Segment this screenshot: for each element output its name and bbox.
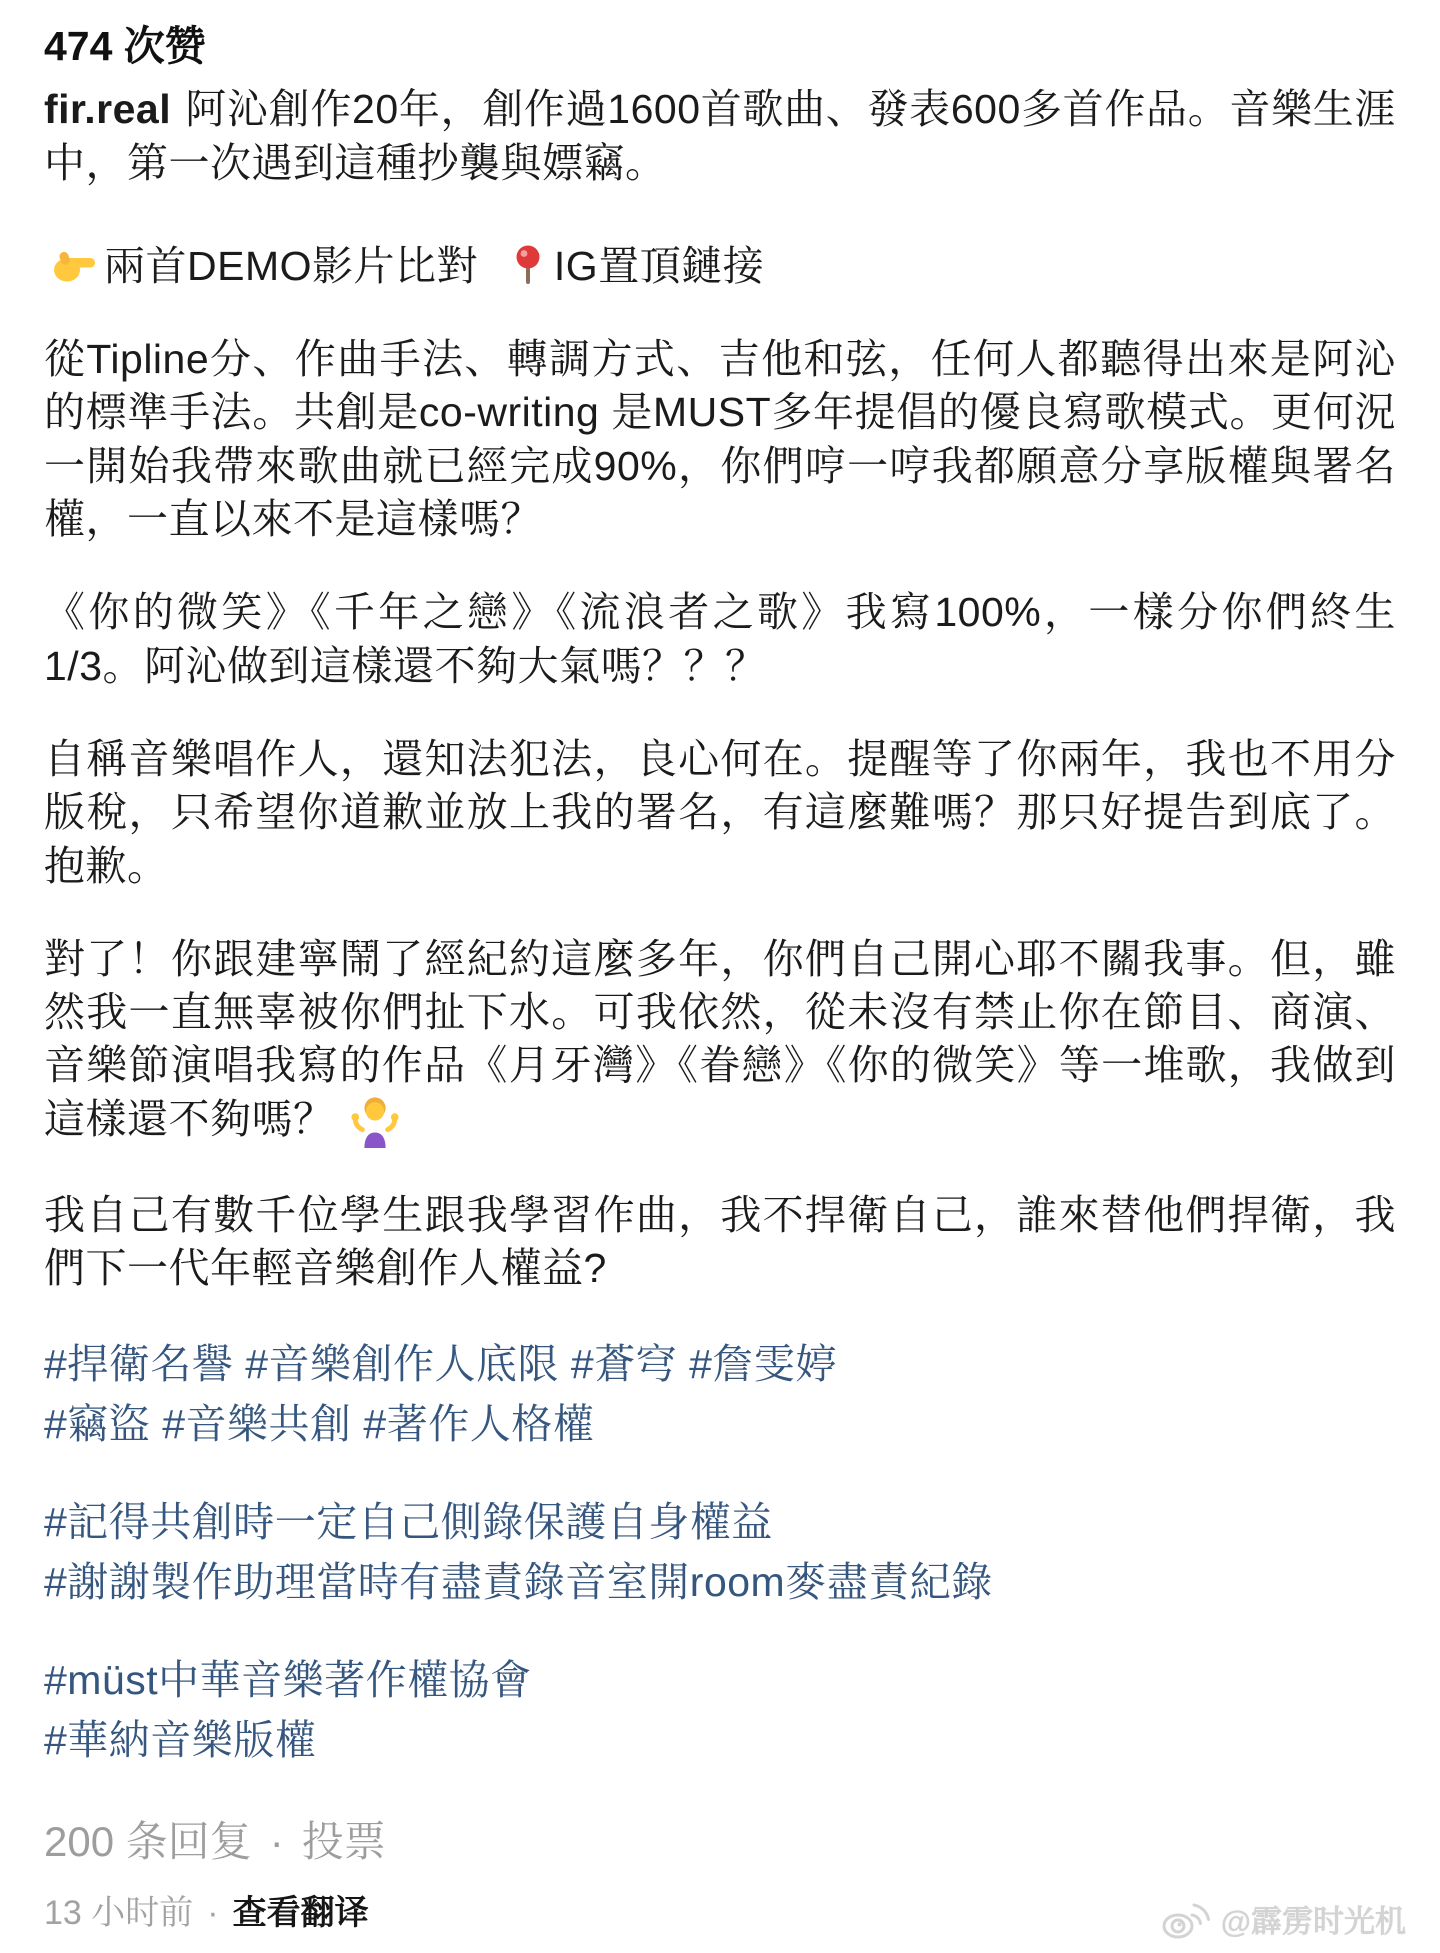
hashtag-line[interactable]: #müst中華音樂著作權協會 <box>44 1656 532 1703</box>
post-paragraph <box>44 933 1396 1149</box>
poll-link[interactable]: 投票 <box>301 1817 386 1865</box>
translate-link[interactable]: 查看翻译 <box>232 1894 369 1933</box>
paragraph-text: 對了！你跟建寧鬧了經紀約這麼多年，你們自己開心耶不關我事。但，雖然我一直無辜被你們扯下水。可我依然，從未沒有禁止你在節目、商演、音樂節演唱我寫的作品《月牙灣》《眷戀》《你的微笑》等一堆歌，我做到這樣還不夠嗎？ <box>44 935 1396 1142</box>
post-paragraph: 自稱音樂唱作人，還知法犯法，良心何在。提醒等了你兩年，我也不用分版稅，只希望你道歉並放上我的署名，有這麼難嗎？那只好提告到底了。抱歉。 <box>44 735 1396 889</box>
woman-shrugging-icon <box>349 1093 401 1149</box>
username-link[interactable]: fir.real <box>44 86 172 133</box>
dot-separator: · <box>269 1817 284 1865</box>
replies-row <box>44 1815 1396 1870</box>
hashtag-group <box>44 1335 1396 1455</box>
post-paragraph: 我自己有數千位學生跟我學習作曲，我不捍衛自己，誰來替他們捍衛，我們下一代年輕音樂創作人權益? <box>44 1191 1396 1292</box>
watermark-text: @霹雳时光机 <box>1220 1904 1406 1939</box>
ig-pinned-link-text: IG置頂鏈接 <box>553 242 765 289</box>
dot-separator: · <box>207 1894 219 1933</box>
hashtag-line[interactable]: #華納音樂版權 <box>44 1716 317 1763</box>
post-paragraph: 從Tipline分、作曲手法、轉調方式、吉他和弦，任何人都聽得出來是阿沁的標準手法。共創是co-writing 是MUST多年提倡的優良寫歌模式。更何況一開始我帶來歌曲就已經完成90%，你們哼一哼我都願意分享版權與署名權，一直以來不是這樣嗎？ <box>44 336 1396 543</box>
likes-count[interactable]: 474 次赞 <box>44 23 206 69</box>
hashtag-line[interactable]: #記得共創時一定自己側錄保護自身權益 <box>44 1499 773 1546</box>
pushpin-icon <box>508 243 548 289</box>
timestamp: 13 小时前 <box>44 1894 194 1933</box>
hashtag-group <box>44 1493 1396 1613</box>
demo-compare-line <box>44 240 1396 293</box>
view-replies-link[interactable]: 200 条回复 <box>44 1817 252 1865</box>
caption-text: 阿沁創作20年，創作過1600首歌曲、發表600多首作品。音樂生涯中，第一次遇到這種抄襲與嫖竊。 <box>44 86 1396 186</box>
weibo-logo-icon <box>1161 1899 1211 1939</box>
demo-compare-text: 兩首DEMO影片比對 <box>104 242 478 289</box>
hashtag-line[interactable]: #竊盜 #音樂共創 #著作人格權 <box>44 1401 595 1448</box>
pointing-right-hand-icon <box>50 241 98 289</box>
post-caption <box>44 83 1396 190</box>
post-paragraph: 《你的微笑》《千年之戀》《流浪者之歌》我寫100%，一樣分你們終生 1/3。阿沁做到這樣還不夠大氣嗎？？？ <box>44 589 1396 689</box>
weibo-watermark <box>1161 1896 1406 1941</box>
hashtag-line[interactable]: #謝謝製作助理當時有盡責錄音室開room麥盡責紀錄 <box>44 1558 993 1605</box>
hashtag-line[interactable]: #捍衛名譽 #音樂創作人底限 #蒼穹 #詹雯婷 <box>44 1341 837 1388</box>
hashtag-group <box>44 1651 1396 1771</box>
